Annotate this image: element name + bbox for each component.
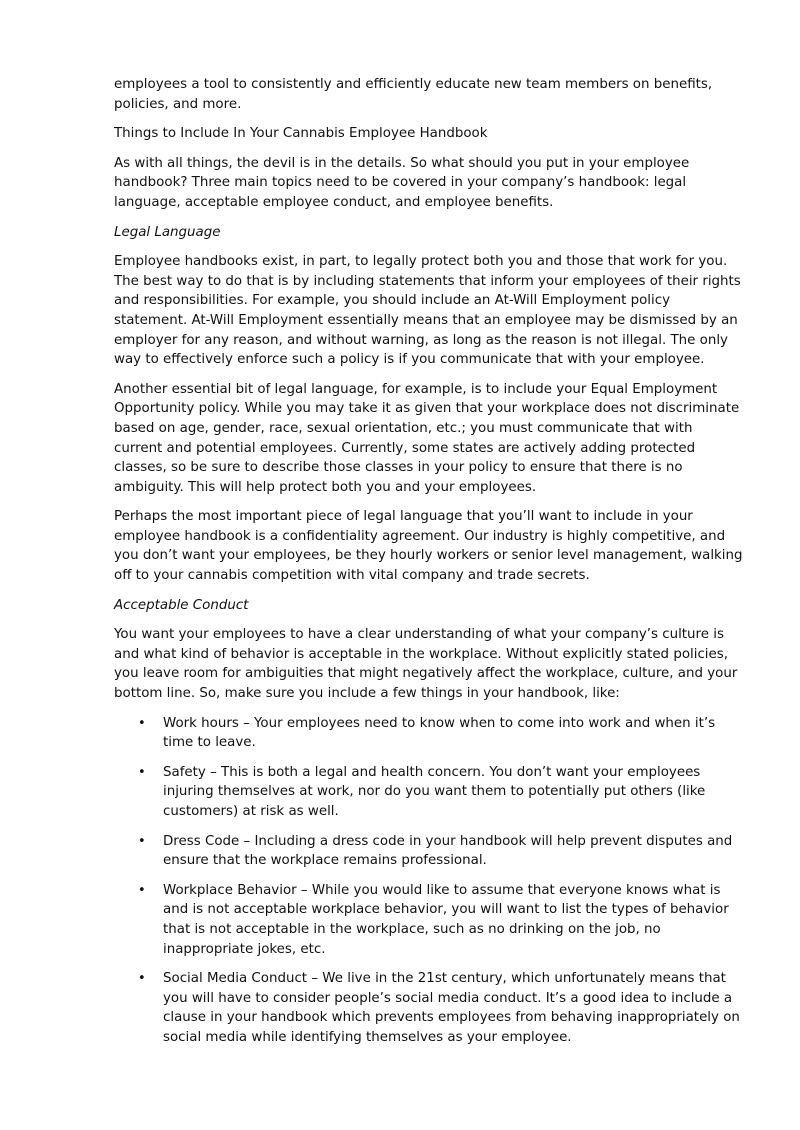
intro-paragraph: employees a tool to consistently and efficiently educate new team members on benefits, policies, and more. — [114, 77, 713, 112]
list-item — [114, 881, 744, 959]
list-item-text: Work hours – Your employees need to know when to come into work and when it’s time to leave. — [163, 715, 716, 751]
list-item-text: Safety – This is both a legal and health concern. You don’t want your employees injuring themselves at work, nor do you want them to potentially put others (like customers) at risk as well. — [163, 764, 706, 819]
bullet-icon: • — [138, 764, 146, 780]
list-item — [114, 832, 744, 871]
conduct-bullet-list — [114, 714, 744, 1048]
legal-language-heading: Legal Language — [114, 224, 221, 240]
bullet-icon: • — [138, 715, 146, 731]
legal-paragraph-confidentiality: Perhaps the most important piece of legal language that you’ll want to include in your employee handbook is a confidentiality agreement. Our industry is highly competitive, and you don’t want your employees, be they hourly workers or senior level management, walking off to your cannabis competition with vital company and trade secrets. — [114, 509, 743, 584]
list-item-text: Dress Code – Including a dress code in your handbook will help prevent disputes and ensure that the workplace remains professional. — [163, 833, 733, 869]
legal-paragraph-eeo: Another essential bit of legal language, for example, is to include your Equal Employment Opportunity policy. While you may take it as given that your workplace does not discriminate based on age, gender, race, sexual orientation, etc.; you must communicate that with current and potential employees. Currently, some states are actively adding protected classes, so be sure to describe those classes in your policy to ensure that there is no ambiguity. This will help protect both you and your employees. — [114, 381, 740, 495]
legal-paragraph-at-will: Employee handbooks exist, in part, to legally protect both you and those that work for you. The best way to do that is by including statements that inform your employees of their rights and responsibilities. For example, you should include an At-Will Employment policy statement. At-Will Employment essentially means that an employee may be dismissed by an employer for any reason, and without warning, as long as the reason is not illegal. The only way to effectively enforce such a policy is if you communicate that with your employee. — [114, 254, 741, 368]
section-intro-paragraph: As with all things, the devil is in the details. So what should you put in your employee handbook? Three main topics need to be covered in your company’s handbook: legal language, acceptable employee conduct, and employee benefits. — [114, 155, 690, 210]
acceptable-conduct-heading: Acceptable Conduct — [114, 597, 249, 613]
list-item — [114, 969, 744, 1047]
section-title: Things to Include In Your Cannabis Employee Handbook — [114, 126, 488, 142]
conduct-intro-paragraph: You want your employees to have a clear understanding of what your company’s culture is and what kind of behavior is acceptable in the workplace. Without explicitly stated policies, you leave room for ambiguities that might negatively affect the workplace, culture, and your bottom line. So, make sure you include a few things in your handbook, like: — [114, 627, 738, 702]
bullet-icon: • — [138, 971, 146, 987]
bullet-icon: • — [138, 882, 146, 898]
bullet-icon: • — [138, 833, 146, 849]
list-item — [114, 763, 744, 822]
list-item-text: Workplace Behavior – While you would like to assume that everyone knows what is and is not acceptable workplace behavior, you will want to list the types of behavior that is not acceptable in the workplace, such as no drinking on the job, no inappropriate jokes, etc. — [163, 882, 729, 957]
list-item-text: Social Media Conduct – We live in the 21st century, which unfortunately means that you will have to consider people’s social media conduct. It’s a good idea to include a clause in your handbook which prevents employees from behaving inappropriately on social media while identifying themselves as your employee. — [163, 971, 740, 1045]
list-item — [114, 714, 744, 753]
